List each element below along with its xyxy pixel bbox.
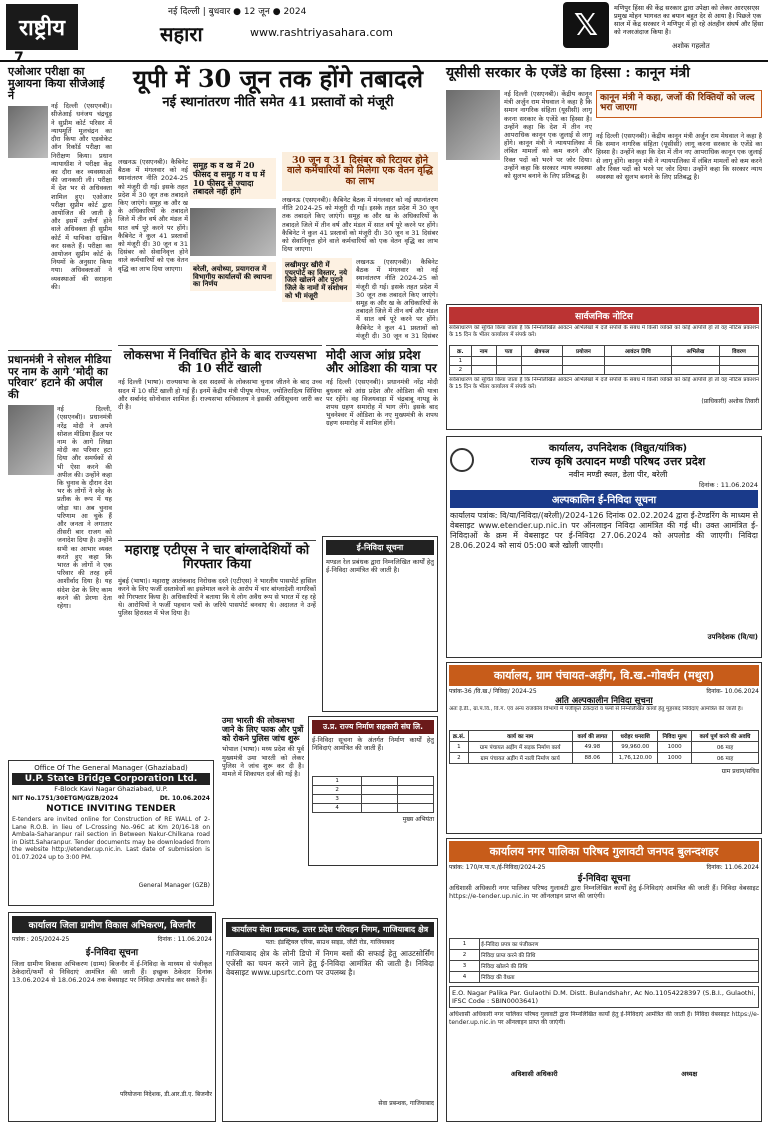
table-row: [450, 742, 759, 753]
brand-name: सहारा: [160, 22, 203, 46]
bridge-title: NOTICE INVITING TENDER: [46, 804, 176, 814]
modi-headline: मोदी आज आंध्र प्रदेश और ओडिशा की यात्रा पर: [326, 348, 437, 376]
left-story-2: [8, 350, 112, 785]
s1-headline: एओआर परीक्षा का मुआयना किया सीजेआई ने: [8, 65, 105, 103]
left-column: [8, 66, 112, 322]
table-cell: निविदा प्राप्त करने की तिथि: [480, 950, 759, 961]
public-notice-table: क्र. नाम पता क्षेत्रफल प्रयोजन आवंटन तिथि अभिलेख विवरण 1 2: [449, 345, 759, 375]
bijnor-patrank: पत्रांक : 205/2024-25: [12, 936, 70, 943]
lead-box2: [282, 258, 352, 302]
table-cell: 06 माह: [692, 742, 759, 753]
table-header: पता: [496, 346, 521, 357]
bridge-ad: [8, 760, 214, 906]
s1-body: नई दिल्ली (एसएनबी)। सीजेआई धनंजय चंद्रचूड़ ने सुप्रीम कोर्ट परिसर में न्यायमूर्ति मूलचंद्रन का दौरा किया और एडवोकेट ऑन रिकॉर्ड परीक्षा का निरीक्षण किया। प्रधान न्यायाधीश ने परीक्षा केंद्र का दौरा कर व्यवस्थाओं की जानकारी ली। परीक्षा में देश भर से अधिवक्ता शामिल हुए। एओआर परीक्षा सुप्रीम कोर्ट द्वारा आयोजित की जाती है और इसमें उत्तीर्ण होने वाले अधिवक्ता ही सुप्रीम कोर्ट में याचिका दाखिल कर सकते हैं। परीक्षा का आयोजन सुप्रीम कोर्ट के नियमों के अनुसार किया गया। अधिवक्ताओं ने व्यवस्थाओं की सराहना की।: [51, 102, 112, 291]
minister-photo: [446, 90, 500, 160]
bijnor-sign: परियोजना निदेशक, डी.आर.डी.ए. बिजनौर: [119, 1091, 212, 1098]
bijnor-title: कार्यालय जिला ग्रामीण विकास अभिकरण, बिजनौर: [12, 916, 212, 933]
mandi-body: कार्यालय पत्रांक: वि/या/निविदा/(बरेली)/2024-126 दिनांक 02.02.2024 द्वारा ई-टेण्डरिंग के माध्यम से वेबसाइट www.etender.up.nic.in पर ऑनलाइन निविदा आमंत्रित की गई थी। उक्त आमंत्रित ई-निविदाओं के क्रम में वेबसाइट पर ई-निविदा 27.06.2024 को अपलोड की जाएगी। निविदा 28.06.2024 को सायं 05:00 बजे खोली जाएगी।: [450, 511, 758, 550]
rail-ad: [322, 536, 438, 712]
rail-ad-body: मण्डल रेल प्रबंधक द्वारा निम्नलिखित कार्यों हेतु ई-निविदा आमंत्रित की जाती है।: [326, 558, 434, 575]
table-header: नाम: [471, 346, 496, 357]
minister-headline: यूसीसी सरकार के एजेंडे का हिस्सा : कानून मंत्री: [446, 65, 690, 81]
gulaothi-ad: [446, 838, 762, 1122]
lead-box1-text: समूह क व ख में 20 फीसद व समूह ग व घ में 10 फीसद से ज्यादा तबादले नहीं होंगे: [193, 160, 265, 197]
table-cell: 1000: [658, 742, 692, 753]
table-header: कार्य की लागत: [572, 731, 613, 742]
s2-headline: प्रधानमंत्री ने सोशल मीडिया पर नाम के आगे ‘मोदी का परिवार’ हटाने की अपील की: [8, 354, 111, 401]
table-cell: ग्राम पंचायत अड़ींग में नाली निर्माण कार्य: [468, 753, 572, 764]
table-cell: निविदा खोलने की तिथि: [480, 961, 759, 972]
minister-col2: [596, 132, 762, 300]
minister-quote: [596, 90, 762, 118]
ls-body: नई दिल्ली (भाषा)। राज्यसभा के दस सदस्यों के लोकसभा चुनाव जीतने के बाद उच्च सदन में 10 सीटें खाली हो गई हैं। इनमें केंद्रीय मंत्री पीयूष गोयल, ज्योतिरादित्य सिंधिया और सर्बानंद सोनोवाल शामिल हैं। राज्यसभा सचिवालय ने इसकी अधिसूचना जारी कर दी है।: [118, 378, 322, 411]
lead-story: [118, 66, 438, 111]
lead-subheadline: नई स्थानांतरण नीति समेत 41 प्रस्तावों को मंजूरी: [162, 95, 394, 111]
bijnor-body: जिला ग्रामीण विकास अभिकरण (ग्राम्य) बिजनौर में ई-निविदा के माध्यम से पंजीकृत ठेकेदारों/फर्मों से निविदाएं आमंत्रित की जाती हैं। इच्छुक ठेकेदार दिनांक 13.06.2024 से 18.06.2024 तक वेबसाइट पर निविदा अपलोड कर सकते हैं।: [12, 960, 212, 985]
x-credit: अशोक गहलोत: [672, 42, 710, 50]
mandi-title: अल्पकालिन ई-निविदा सूचना: [450, 490, 758, 508]
public-notice-title: सार्वजनिक नोटिस: [449, 307, 759, 324]
mini-body: भोपाल (भाषा)। मध्य प्रदेश की पूर्व मुख्यमंत्री उमा भारती को लेकर पुलिस ने जांच शुरू कर दी है। मामले में शिकायत दर्ज की गई है।: [222, 745, 304, 778]
mini-headline: उमा भारती की लोकसभा जाने के लिए फाक और पुत्रों को रोकने पुलिस जांच शुरू: [222, 715, 304, 743]
table-header: कार्य पूर्ण करने की अवधि: [692, 731, 759, 742]
transport-sub: पता: इंडस्ट्रियल एरिया, साउथ साइड, जीटी रोड, गाजियाबाद: [265, 939, 395, 946]
bridge-sign: General Manager (GZB): [138, 882, 210, 889]
s2-body: नई दिल्ली, (एसएनबी)। प्रधानमंत्री नरेंद्र मोदी ने अपने सोशल मीडिया हैंडल पर नाम के आगे लिखा मोदी का परिवार हटा दिया और समर्थकों से भी ऐसा करने की अपील की। उन्होंने कहा कि चुनाव के दौरान देश भर के लोगों ने स्नेह के प्रतीक के रूप में यह जोड़ा था। अब चुनाव परिणाम आ चुके हैं और जनता ने लगातार तीसरी बार राजग को जनादेश दिया है। उन्होंने सभी का आभार व्यक्त करते हुए कहा कि भारत के लोगों ने एक परिवार की तरह हमें आशीर्वाद दिया है। यह संदेश देश के लिए काम करने की प्रेरणा देता रहेगा।: [57, 405, 112, 611]
table-cell: 3: [450, 961, 480, 972]
gulaothi-body2: अधिशासी अधिकारी नगर पालिका परिषद गुलावटी द्वारा निम्नलिखित कार्यों हेतु ई-निविदाएं आमंत्रित की जाती हैं। निविदा वेबसाइट https://e-tender.up.nic.in पर ऑनलाइन प्राप्त की जाएंगी।: [449, 1011, 759, 1027]
table-header: धरोहर धनराशि: [613, 731, 658, 742]
bridge-nit: NIT No.1751/30ETGM/GZB/2024: [12, 795, 119, 802]
table-cell: ई-निविदा प्रपत्र का पंजीकरण: [480, 939, 759, 950]
table-row: [450, 753, 759, 764]
gulaothi-sign1: अधिशासी अधिकारी: [510, 1070, 558, 1078]
govardhan-table: [449, 730, 759, 764]
public-notice-body2: सर्वसाधारण को सूचित किया जाता है कि निम्नलिखित आवंटन अभिलेखों में दर्ज संपत्ति के संबंध में किसी व्यक्ति को कोई आपत्ति हो तो वह नोटिस प्रकाशन के 15 दिन के भीतर कार्यालय में संपर्क करे।: [449, 377, 759, 390]
public-notice-ad: [446, 304, 762, 430]
ls-headline: लोकसभा में निर्वाचित होने के बाद राज्यसभा की 10 सीटें खाली: [123, 348, 317, 376]
page-number: 7: [14, 50, 24, 66]
lead-photo: [190, 208, 276, 256]
minister-col1: [504, 90, 592, 304]
table-row: [450, 972, 759, 983]
table-cell: 49.98: [572, 742, 613, 753]
gulaothi-table: [449, 938, 759, 983]
table-cell: 88.06: [572, 753, 613, 764]
table-cell: 1: [450, 939, 480, 950]
x-logo-icon: 𝕏: [563, 2, 609, 48]
mandi-addr: नवीन मण्डी स्थल, डेला पीर, बरेली: [568, 470, 668, 479]
minister-body-cont: नई दिल्ली (एसएनबी)। केंद्रीय कानून मंत्री अर्जुन राम मेघवाल ने कहा है कि समान नागरिक संहिता (यूसीसी) लागू करना सरकार के एजेंडे का हिस्सा है। उन्होंने कहा कि देश में तीन नए आपराधिक कानून एक जुलाई से लागू होंगे। कानून मंत्री ने न्यायपालिका में लंबित मामलों को कम करने और रिक्त पदों को भरने पर जोर दिया। उन्होंने कहा कि सरकार न्याय व्यवस्था को सुलभ बनाने के लिए प्रतिबद्ध है।: [596, 132, 762, 182]
bridge-name: U.P. State Bridge Corporation Ltd.: [12, 773, 210, 785]
story-arrest: [118, 540, 316, 717]
govardhan-ad: [446, 662, 762, 834]
gulaothi-title: कार्यालय नगर पालिका परिषद गुलावटी जनपद बुलन्दशहर: [449, 841, 759, 862]
nirman-title: उ.प्र. राज्य निर्माण सहकारी संघ लि.: [312, 720, 434, 734]
lead-body-cont2: लखनऊ (एसएनबी)। कैबिनेट बैठक में मंगलवार को नई स्थानांतरण नीति 2024-25 को मंजूरी दी गई। इसके तहत प्रदेश में 30 जून तक तबादले किए जाएंगे। समूह क और ख के अधिकारियों के तबादले जिले में तीन वर्ष और मंडल में सात वर्ष पूरे करने पर होंगे। कैबिनेट ने कुल 41 प्रस्तावों को मंजूरी दी। 30 जून व 31 दिसंबर: [356, 258, 438, 340]
table-cell: 4: [450, 972, 480, 983]
table-row: [450, 939, 759, 950]
table-cell: 2: [450, 753, 469, 764]
dateline: नई दिल्ली | बुधवार ● 12 जून ● 2024: [168, 7, 307, 17]
table-cell: 1,76,120.00: [613, 753, 658, 764]
cji-photo: [8, 106, 48, 158]
transport-title: कार्यालय सेवा प्रबन्धक, उत्तर प्रदेश परिवहन निगम, गाजियाबाद क्षेत्र: [226, 922, 434, 937]
table-header: निविदा मूल्य: [658, 731, 692, 742]
gulaothi-patrank: पत्रांक: 170/न.पा.प./ई-निविदा/2024-25: [449, 864, 546, 871]
lead-box1: [190, 158, 276, 199]
rail-ad-title: ई-निविदा सूचना: [326, 540, 434, 555]
mini-story: [222, 716, 304, 865]
table-header: आवंटन तिथि: [604, 346, 671, 357]
lead-box3-text: बरेली, अयोध्या, प्रयागराज में विभागीय कार्यालयों की स्थापना का निर्णय: [193, 264, 272, 289]
story-loksabha: [118, 345, 322, 452]
lead-col4: [356, 258, 438, 340]
nirman-body: ई-निविदा सूचना के अंतर्गत निर्माण कार्यों हेतु निविदाएं आमंत्रित की जाती हैं।: [312, 736, 434, 753]
transport-ad: [222, 918, 438, 1122]
bijnor-sub: ई-निविदा सूचना: [85, 948, 139, 958]
section-label: राष्ट्रीय: [6, 4, 78, 50]
govardhan-date: दिनांक- 10.06.2024: [706, 688, 759, 695]
minister-body: नई दिल्ली (एसएनबी)। केंद्रीय कानून मंत्री अर्जुन राम मेघवाल ने कहा है कि समान नागरिक संहिता (यूसीसी) लागू करना सरकार के एजेंडे का हिस्सा है। उन्होंने कहा कि देश में तीन नए आपराधिक कानून एक जुलाई से लागू होंगे। कानून मंत्री ने न्यायपालिका में लंबित मामलों को कम करने और रिक्त पदों को भरने पर जोर दिया। उन्होंने कहा कि सरकार न्याय व्यवस्था को सुलभ बनाने के लिए प्रतिबद्ध है।: [504, 90, 592, 181]
public-notice-body: सर्वसाधारण को सूचित किया जाता है कि निम्नलिखित आवंटन अभिलेखों में दर्ज संपत्ति के संबंध में किसी व्यक्ति को कोई आपत्ति हो तो वह नोटिस प्रकाशन के 15 दिन के भीतर कार्यालय में संपर्क करे।: [449, 325, 759, 338]
bijnor-date: दिनांक : 11.06.2024: [157, 936, 212, 943]
lead-body: लखनऊ (एसएनबी)। कैबिनेट बैठक में मंगलवार को नई स्थानांतरण नीति 2024-25 को मंजूरी दी गई। इसके तहत प्रदेश में 30 जून तक तबादले किए जाएंगे। समूह क और ख के अधिकारियों के तबादले जिले में तीन वर्ष और मंडल में सात वर्ष पूरे करने पर होंगे। कैबिनेट ने कुल 41 प्रस्तावों को मंजूरी दी। 30 जून व 31 दिसंबर को सेवानिवृत्त होने वाले कर्मचारियों को एक वेतन वृद्धि का लाभ दिया जाएगा।: [118, 158, 188, 273]
govardhan-patrank: पत्रांक-36 /वि.ख./ निविदा/ 2024-25: [449, 688, 537, 695]
gulaothi-bank: E.O. Nagar Palika Par. Gulaothi D.M. Distt. Bulandshahr, Ac No.11054228397 (S.B.I., Gulaothi, IFSC Code : SBIN0003641): [449, 986, 759, 1008]
modi-body: नई दिल्ली (एसएनबी)। प्रधानमंत्री नरेंद्र मोदी बुधवार को आंध्र प्रदेश और ओडिशा की यात्रा पर रहेंगे। वह विजयवाड़ा में चंद्रबाबू नायडू के शपथ ग्रहण समारोह में भाग लेंगे। इसके बाद भुवनेश्वर में ओडिशा के नए मुख्यमंत्री के शपथ ग्रहण समारोह में शामिल होंगे।: [326, 378, 438, 428]
bridge-addr: F-Block Kavi Nagar Ghaziabad, U.P.: [54, 785, 168, 793]
masthead-rule: [0, 60, 768, 62]
table-header: अभिलेख: [671, 346, 719, 357]
minister-quote-text: कानून मंत्री ने कहा, जजों की रिक्तियों को जल्द भरा जाएगा: [600, 93, 755, 113]
lead-deck-text: 30 जून व 31 दिसंबर को रिटायर होने वाले कर्मचारियों को मिलेगा एक वेतन वृद्धि का लाभ: [287, 155, 433, 187]
x-quote: मणिपुर हिंसा की केंद्र सरकार द्वारा उपेक्षा को लेकर आरएसएस प्रमुख मोहन भागवत का बयान बहुत देर से आया है। पिछले एक साल में केंद्र सरकार ने मणिपुर में हो रहे अंतहीन संघर्ष और हिंसा को नजरअंदाज किया है।: [614, 4, 764, 36]
govardhan-body: अतः ई.डी., ग्रा.पं.वि., वि.ग. एवं अन्य राजकीय विभागों में पंजीकृत ठेकेदारों व फर्मों से निम्नलिखित कार्यों हेतु मुहरबंद निविदाएं आमंत्रित की जाती हैं।: [449, 706, 743, 712]
lead-deck: [282, 152, 438, 191]
nirman-table: 1 2 3 4: [312, 776, 434, 813]
table-cell: 99,960.00: [613, 742, 658, 753]
public-notice-foot: (प्राधिकारी) अशोक तिवारी: [701, 398, 759, 405]
gulaothi-sub: ई-निविदा सूचना: [577, 874, 631, 884]
table-cell: 06 माह: [692, 753, 759, 764]
lead-col3: [282, 196, 438, 254]
table-header: क्षेत्रफल: [521, 346, 563, 357]
table-header: कार्य का नाम: [468, 731, 572, 742]
arrest-headline: महाराष्ट्र एटीएस ने चार बांग्लादेशियों को गिरफ्तार किया: [124, 543, 310, 573]
govardhan-title: कार्यालय, ग्राम पंचायत-अड़ींग, वि.ख.-गोवर्धन (मथुरा): [449, 665, 759, 686]
transport-sign: सेवा प्रबन्धक, गाजियाबाद: [378, 1100, 434, 1107]
gulaothi-body: अधिशासी अधिकारी नगर पालिका परिषद गुलावटी द्वारा निम्नलिखित कार्यों हेतु ई-निविदाएं आमंत्रित की जाती हैं। निविदा वेबसाइट https://e-tender.up.nic.in पर ऑनलाइन प्राप्त की जाएंगी।: [449, 884, 759, 901]
mandi-date: दिनांक : 11.06.2024: [699, 481, 758, 489]
gulaothi-sign2: अध्यक्ष: [681, 1070, 698, 1078]
govardhan-sign: ग्राम प्रधान/सचिव: [721, 768, 759, 775]
lead-box3: [190, 262, 276, 291]
mandi-org1: कार्यालय, उपनिदेशक (विद्युत/यांत्रिक): [548, 443, 688, 454]
website: www.rashtriyasahara.com: [250, 26, 394, 39]
bridge-body: E-tenders are invited online for Construction of RE WALL of 2-Lane R.O.B. in lieu of L-Crossing No.-96C at Km 20/16-18 on Ambala-Saharanpur rail section in Between Nakur-Chilkana road in Distt.Saharanpur. Tender documents may be downloaded from the website http://etender.up.nic.in. Last date of submission is 01.07.2024 up to 3:00 PM.: [12, 816, 210, 861]
table-cell: ग्राम पंचायत अड़ींग में सड़क निर्माण कार्य: [468, 742, 572, 753]
bridge-date: Dt. 10.06.2024: [159, 795, 210, 802]
nirman-sign: मुख्य अभियंता: [402, 816, 434, 823]
table-header: विवरण: [719, 346, 758, 357]
table-header: क्र.: [450, 346, 472, 357]
bijnor-ad: [8, 912, 216, 1122]
govardhan-sub: अति अल्पकालीन निविदा सूचना: [555, 696, 653, 706]
arrest-body: मुंबई (भाषा)। महाराष्ट्र आतंकवाद निरोधक दस्ते (एटीएस) ने भारतीय पासपोर्ट हासिल करने के लिए फर्जी दस्तावेजों का इस्तेमाल करने के आरोप में चार बांग्लादेशी नागरिकों को गिरफ्तार किया है। अधिकारियों ने बताया कि ये लोग अवैध रूप से भारत में रह रहे थे। आरोपियों ने फर्जी पहचान पत्रों के जरिये पासपोर्ट बनवाए थे। अदालत ने उन्हें पुलिस हिरासत में भेज दिया है।: [118, 576, 316, 618]
mandi-ad: [446, 436, 762, 658]
table-header: क्र.सं.: [450, 731, 469, 742]
gulaothi-date: दिनांक: 11.06.2024: [706, 864, 759, 871]
table-row: [450, 961, 759, 972]
table-row: [450, 950, 759, 961]
pm-photo: [8, 405, 54, 475]
story-modi: [326, 345, 438, 452]
lead-body-cont: लखनऊ (एसएनबी)। कैबिनेट बैठक में मंगलवार को नई स्थानांतरण नीति 2024-25 को मंजूरी दी गई। इसके तहत प्रदेश में 30 जून तक तबादले किए जाएंगे। समूह क और ख के अधिकारियों के तबादले जिले में तीन वर्ष और मंडल में सात वर्ष पूरे करने पर होंगे। कैबिनेट ने कुल 41 प्रस्तावों को मंजूरी दी। 30 जून व 31 दिसंबर को सेवानिवृत्त होने वाले कर्मचारियों को एक वेतन वृद्धि का लाभ दिया जाएगा।: [282, 196, 438, 254]
table-cell: 1000: [658, 753, 692, 764]
transport-body: गाजियाबाद क्षेत्र के लोनी डिपो में निगम बसों की सफाई हेतु आउटसोर्सिंग एजेंसी का चयन करने जाने हेतु ई-निविदा आमंत्रित की जाती है। निविदा वेबसाइट www.upsrtc.com पर उपलब्ध है।: [226, 949, 434, 977]
story-minister: [446, 66, 762, 81]
lead-col1: [118, 158, 188, 348]
nirman-ad: [308, 716, 438, 866]
lead-headline: यूपी में 30 जून तक होंगे तबादले: [133, 64, 423, 93]
table-cell: निविदा की वैधता: [480, 972, 759, 983]
bridge-org: Office Of The General Manager (Ghaziabad): [34, 764, 188, 772]
table-cell: 2: [450, 950, 480, 961]
table-cell: 1: [450, 742, 469, 753]
mandi-org2: राज्य कृषि उत्पादन मण्डी परिषद उत्तर प्रदेश: [530, 455, 706, 468]
mandi-sign: उपनिदेशक (वि/या): [707, 633, 758, 641]
lead-box2-text: लखीमपुर खीरी में एयरपोर्ट का विस्तार, नये जिले खोलने और पुराने जिले के नामों में संशोधन को भी मंजूरी: [285, 260, 348, 300]
mandi-emblem-icon: [450, 448, 474, 472]
table-header: प्रयोजन: [563, 346, 605, 357]
